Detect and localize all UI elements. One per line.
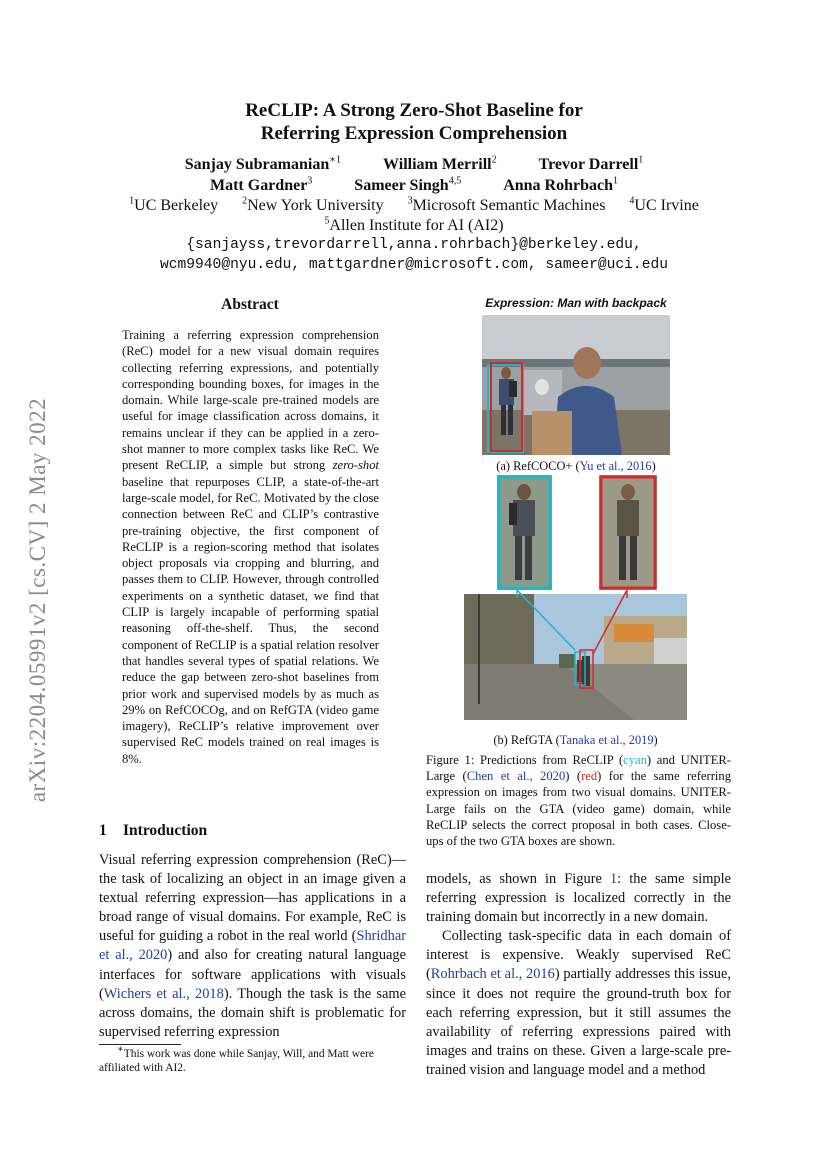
author-name: Matt Gardner bbox=[209, 177, 308, 194]
reclip-color-word: cyan bbox=[623, 753, 647, 767]
abstract-text: Training a referring expression comprehension (ReC) model for a new visual domain requires collecting referring expressions, and potentially corresponding bounding boxes, for images in the domain. While large-scale pre-trained models are useful for image classification across domains, it remains unclear if they can be applied in a zero-shot manner to more complex tasks like ReC. We present ReCLIP, a simple but strong zero-shot baseline that repurposes CLIP, a state-of-the-art large-scale model, for ReC. Motivated by the close connection between ReC and CLIP’s contrastive pre-training objective, the first component of ReCLIP is a region-scoring method that isolates object proposals via cropping and blurring, and passes them to CLIP. However, through controlled experiments on a synthetic dataset, we find that CLIP is largely incapable of performing spatial reasoning off-the-shelf. Thus, the second component of ReCLIP is a spatial relation resolver that handles several types of spatial relations. We reduce the gap between zero-shot baselines from prior work and supervised models by as much as 29% on RefCOCOg, and on RefGTA (video game imagery), ReCLIP’s relative improvement over supervised ReC models trained on real images is 8%. bbox=[122, 328, 379, 766]
affiliations-row-2: $^5$Allen Institute for AI (AI2) bbox=[324, 215, 504, 234]
citation-link[interactable]: Tanaka et al., 2019 bbox=[559, 733, 654, 747]
gta-closeup-uniter bbox=[599, 475, 657, 590]
citation-link[interactable]: Chen et al., 2020 bbox=[466, 769, 566, 784]
subcaption-b: (b) RefGTA (Tanaka et al., 2019) bbox=[493, 733, 658, 747]
footnote: ∗This work was done while Sanjay, Will, and Matt were affiliated with AI2. bbox=[99, 1044, 374, 1074]
closeup-connector-diagonals bbox=[464, 590, 687, 660]
affiliation: Microsoft Semantic Machines bbox=[412, 197, 606, 214]
subcaption-a: (a) RefCOCO+ (Yu et al., 2016) bbox=[496, 459, 656, 473]
abstract-heading: Abstract bbox=[221, 296, 279, 313]
author-name: Sameer Singh bbox=[354, 177, 449, 194]
arxiv-identifier: arXiv:2204.05991v2 [cs.CV] 2 May 2022 bbox=[25, 397, 50, 803]
uniter-color-word: red bbox=[581, 769, 598, 784]
figure-reference-link[interactable]: 1 bbox=[609, 871, 618, 887]
intro-paragraph-right: models, as shown in Figure 1: the same simple referring expression is localized correctly in the training domain but incorrectly in a new domain. Collecting task-specific data in each domain of interest is expensive. Weakly supervised ReC (Rohrbach et al., 2016) partially addresses this issue, since it does not require the ground-truth box for each referring expression, but it still assumes the availability of referring expressions paired with images and trains on these. Given a large-scale pre-trained vision and language model and a method bbox=[426, 871, 731, 1078]
gta-closeup-reclip bbox=[497, 475, 552, 590]
authors-row-1: Sanjay Subramanian$^{∗1}$ William Merrill$^2$ Trevor Darrell$^1$ bbox=[184, 154, 644, 173]
citation-link[interactable]: Shridhar et al., 2020 bbox=[99, 928, 406, 964]
refcoco-image bbox=[482, 315, 670, 455]
refcoco-photo-illustration bbox=[482, 315, 670, 455]
author-name: William Merrill bbox=[383, 156, 492, 173]
figure-expression-label: Expression: Man with backpack bbox=[485, 296, 667, 310]
authors-row-2: Matt Gardner$^3$ Sameer Singh$^{4,5}$ Anna Rohrbach$^1$ bbox=[209, 175, 618, 194]
author-name: Anna Rohrbach bbox=[503, 177, 613, 194]
affiliation: New York University bbox=[247, 197, 384, 214]
author-name: Trevor Darrell bbox=[538, 156, 639, 173]
affiliation: UC Berkeley bbox=[134, 197, 219, 214]
citation-link[interactable]: Yu et al., 2016 bbox=[579, 459, 652, 473]
author-emails-line-1: {sanjayss,trevordarrell,anna.rohrbach}@berkeley.edu, bbox=[186, 237, 642, 253]
affiliations-row-1: $^1$UC Berkeley $^2$New York University $^3$Microsoft Semantic Machines $^4$UC Irvine bbox=[129, 195, 699, 214]
footnote-rule bbox=[99, 1044, 181, 1045]
citation-link[interactable]: Rohrbach et al., 2016 bbox=[430, 966, 555, 983]
citation-link[interactable]: Wichers et al., 2018 bbox=[103, 985, 224, 1002]
author-name: Sanjay Subramanian bbox=[184, 156, 330, 173]
intro-paragraph-left: Visual referring expression comprehension (ReC)—the task of localizing an object in an image given a textual referring expression—has applications in a broad range of visual domains. For example, ReC is useful for guiding a robot in the real world (Shridhar et al., 2020) and also for creating natural language interfaces for software applications with visuals (Wichers et al., 2018). Though the task is the same across domains, the domain shift is problematic for supervised referring expression bbox=[99, 852, 406, 1040]
paper-title-line-2: Referring Expression Comprehension bbox=[260, 123, 568, 144]
affiliation: UC Irvine bbox=[634, 197, 699, 214]
section-heading-introduction: 1 Introduction bbox=[99, 822, 208, 839]
figure-1-caption: Figure 1: Predictions from ReCLIP (cyan) and UNITER-Large (Chen et al., 2020) (red) for the same referring expression on images from two visual domains. UNITER-Large fails on the GTA (video game) domain, while ReCLIP selects the correct proposal in both cases. Close-ups of the two GTA boxes are shown. bbox=[426, 753, 731, 849]
paper-title-line-1: ReCLIP: A Strong Zero-Shot Baseline for bbox=[245, 100, 583, 121]
author-emails-line-2: wcm9940@nyu.edu, mattgardner@microsoft.com, sameer@uci.edu bbox=[160, 257, 668, 273]
affiliation: Allen Institute for AI (AI2) bbox=[329, 217, 504, 234]
